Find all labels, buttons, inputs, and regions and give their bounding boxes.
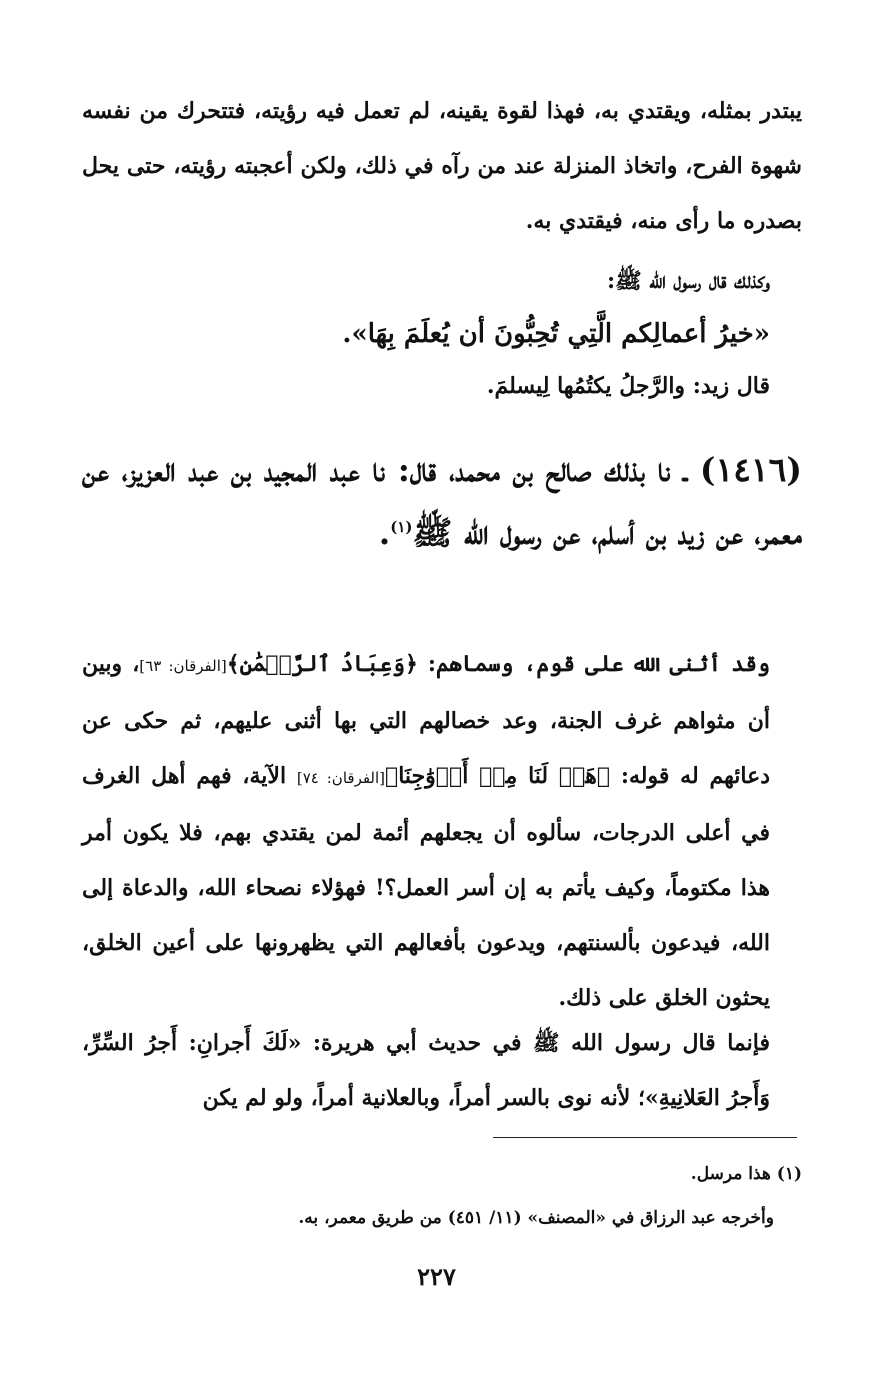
quran-ref-1: [الفرقان: ٦٣] [139, 657, 227, 675]
paragraph2-part3: الآية، فهم أهل الغرف في أعلى الدرجات، سألوه أن يجعلهم أئمة لمن يقتدي بهم، فلا يكون أمر هذا مكتوماً، وكيف يأتم به إن أسر العمل؟! فهؤلاء نصحاء الله، والدعاة إلى الله، فيدعون بألسنتهم، ويدعون بأفعالهم التي يظهرونها على أعين الخلق، يحثون الخلق على ذلك. [82, 763, 770, 1011]
narration-block [82, 438, 802, 564]
paragraph3: فإنما قال رسول الله ﷺ في حديث أبي هريرة: «لَكَ أَجرانِ: أَجرُ السِّرِّ، وَأَجرُ العَلانِيةِ»؛ لأنه نوى بالسر أمراً، وبالعلانية أمراً، ولو لم يكن [82, 1030, 770, 1111]
narration-end: . [378, 513, 391, 552]
intro-paragraph: يبتدر بمثله، ويقتدي به، فهذا لقوة يقينه، لم تعمل فيه رؤيته، فتتحرك من نفسه شهوة الفرح، واتخاذ المنزلة عند من رآه في ذلك، ولكن أعجبته رؤيته، حتى يحل بصدره ما رأى منه، فيقتدي به. [82, 98, 802, 234]
quran-ref-2: [الفرقان: ٧٤] [296, 769, 386, 787]
footnote-1-continuation: وأخرجه عبد الرزاق في «المصنف» (١١/ ٤٥١) من طريق معمر، به. [298, 1208, 774, 1228]
intro-block [82, 84, 802, 249]
paragraph3-block [82, 1016, 802, 1126]
quran-verse-1: ﴿وَعِبَادُ ٱلرَّحۡمَٰنِ﴾ [226, 651, 418, 677]
paragraph2 [82, 637, 802, 1026]
paragraph2-part1: وقد أثنى الله على قوم، وسماهم: [417, 651, 770, 677]
prophet-said-intro: وكذلك قال رسول الله ﷺ: [606, 268, 770, 294]
page-number: ٢٢٧ [417, 1262, 456, 1291]
quran-verse-2: ﴿هَبۡ لَنَا مِنۡ أَزۡوَٰجِنَا﴾ [385, 763, 611, 789]
footnote-1: (١) هذا مرسل. [690, 1164, 802, 1184]
prophet-said-block [82, 254, 802, 414]
narration-heading [82, 438, 802, 564]
footnotes [82, 1152, 802, 1240]
paragraph2-part2: ، وبين أن مثواهم غرف الجنة، وعد خصالهم التي بها أثنى عليهم، ثم حكى عن دعائهم له قوله: [82, 651, 770, 789]
hadith-text: «خيرُ أعمالِكم الَّتِي تُحِبُّونَ أن يُعلَمَ بِهَا». [342, 319, 770, 349]
paragraph2-block [82, 637, 802, 1026]
narration-main: (١٤١٦) ـ نا بذلك صالح بن محمد، قال: نا عبد المجيد بن عبد العزيز، عن معمر، عن زيد بن أسلم، عن رسول الله ﷺ [82, 450, 802, 552]
footnote-marker: (١) [390, 518, 413, 536]
footnote-divider [493, 1137, 797, 1138]
zaid-said: قال زيد: والرَّجلُ يكتُمُها لِيسلمَ. [486, 373, 770, 399]
